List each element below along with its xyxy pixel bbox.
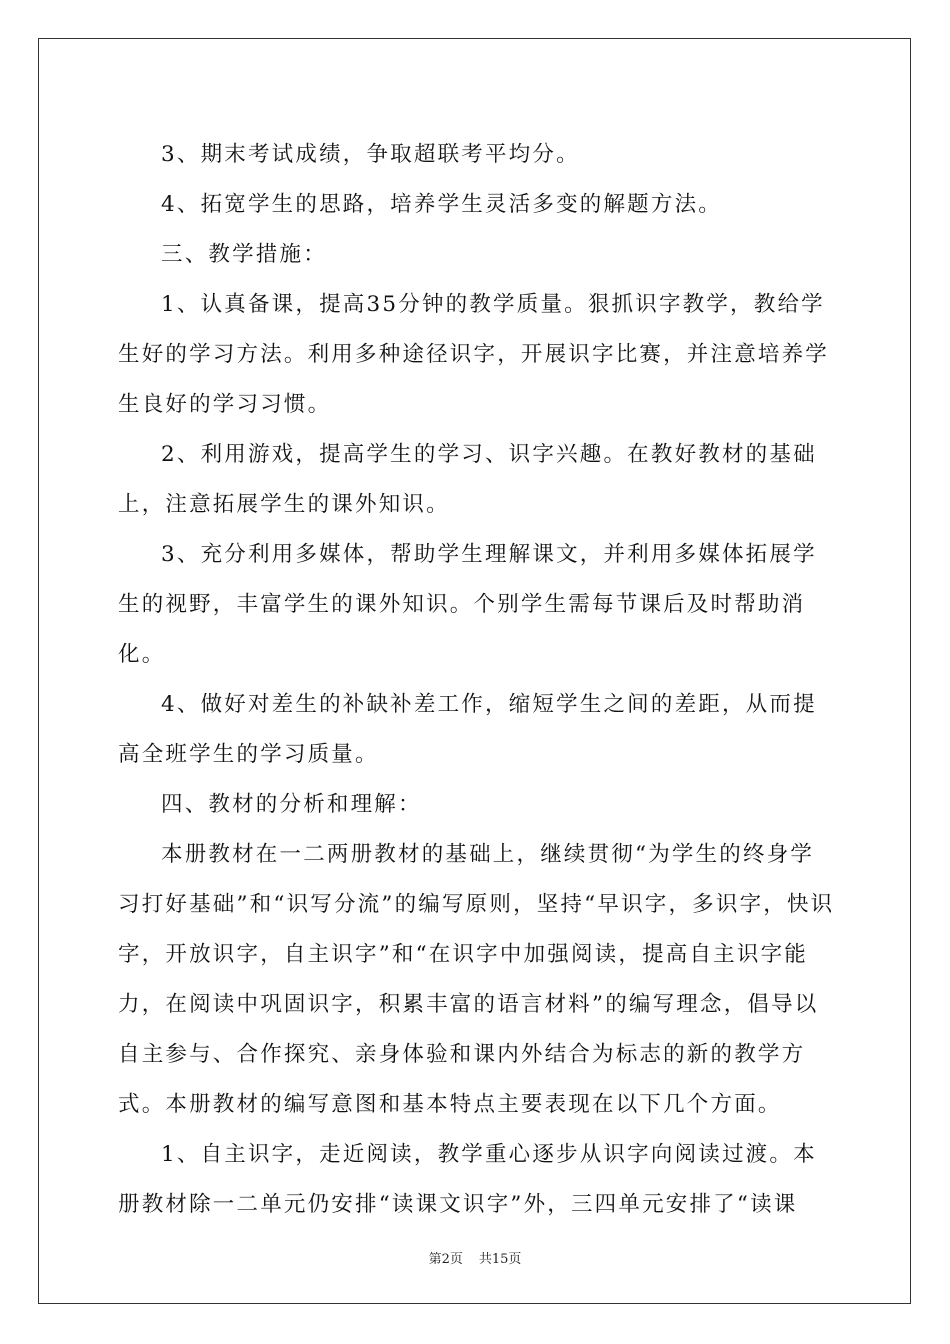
paragraph-measure-3: 3、充分利用多媒体，帮助学生理解课文，并利用多媒体拓展学生的视野，丰富学生的课外知识。个别学生需每节课后及时帮助消化。 xyxy=(118,542,817,667)
page-footer xyxy=(0,1248,950,1267)
paragraph-measure-4: 4、做好对差生的补缺补差工作，缩短学生之间的差距，从而提高全班学生的学习质量。 xyxy=(118,692,817,767)
paragraph-goal-3: 3、期末考试成绩，争取超联考平均分。 xyxy=(161,142,580,167)
page-total: 共15页 xyxy=(478,1252,522,1267)
paragraph-measure-2: 2、利用游戏，提高学生的学习、识字兴趣。在教好教材的基础上，注意拓展学生的课外知识。 xyxy=(118,442,817,517)
page-number: 第2页 xyxy=(428,1252,463,1267)
document-body xyxy=(118,130,836,1230)
section-heading-measures: 三、教学措施： xyxy=(161,242,327,267)
paragraph-measure-1: 1、认真备课，提高35分钟的教学质量。狠抓识字教学，教给学生好的学习方法。利用多种途径识字，开展识字比赛，并注意培养学生良好的学习习惯。 xyxy=(118,292,830,417)
paragraph-textbook-overview: 本册教材在一二两册教材的基础上，继续贯彻“为学生的终身学习打好基础”和“识写分流”的编写原则，坚持“早识字，多识字，快识字，开放识字，自主识字”和“在识字中加强阅读，提高自主识字能力，在阅读中巩固识字，积累丰富的语言材料”的编写理念，倡导以自主参与、合作探究、亲身体验和课内外结合为标志的新的教学方式。本册教材的编写意图和基本特点主要表现在以下几个方面。 xyxy=(118,842,835,1117)
paragraph-goal-4: 4、拓宽学生的思路，培养学生灵活多变的解题方法。 xyxy=(161,192,722,217)
section-heading-textbook-analysis: 四、教材的分析和理解： xyxy=(161,792,422,817)
paragraph-feature-1: 1、自主识字，走近阅读，教学重心逐步从识字向阅读过渡。本册教材除一二单元仍安排“读课文识字”外，三四单元安排了“读课 xyxy=(118,1142,817,1217)
